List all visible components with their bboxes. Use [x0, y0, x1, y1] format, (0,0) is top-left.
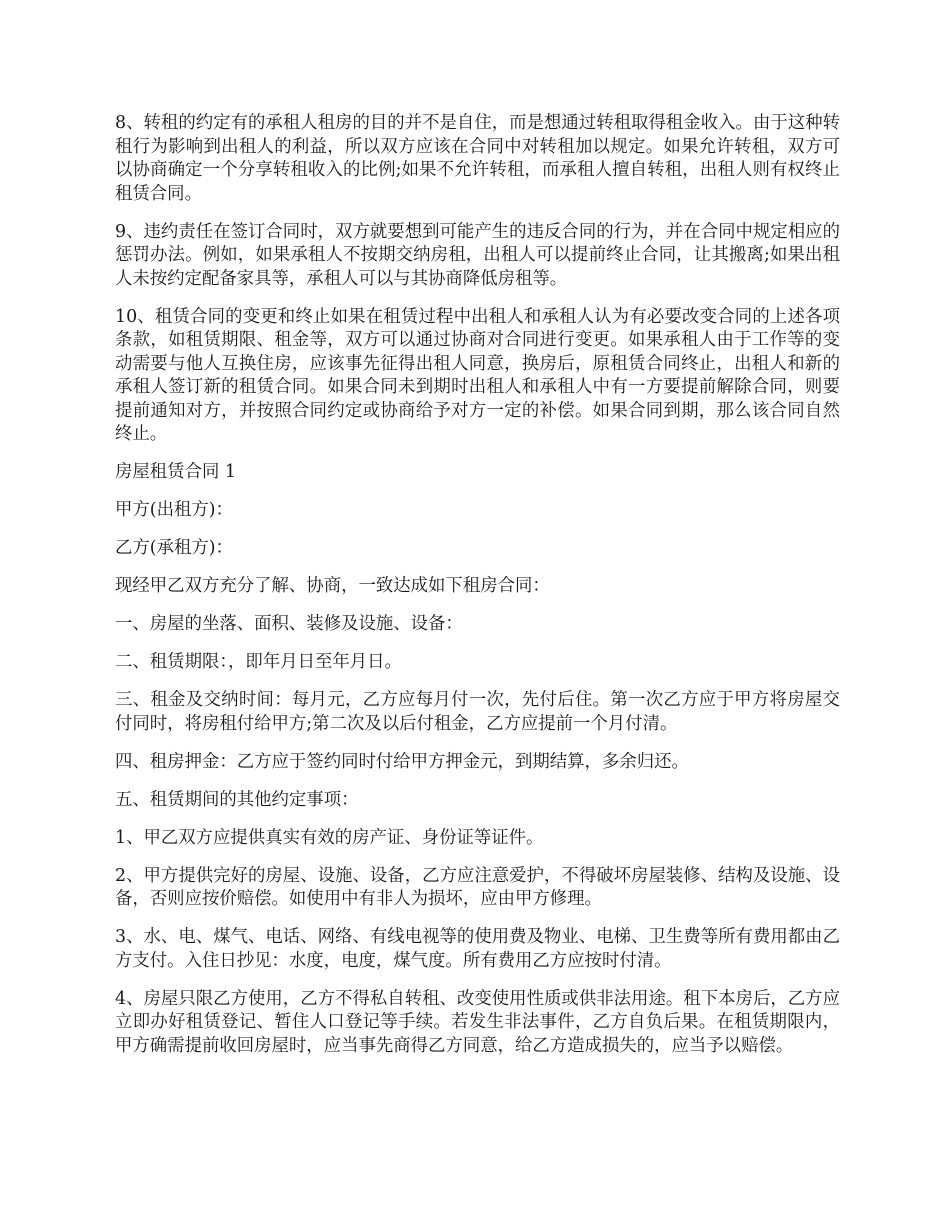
party-a-line: 甲方(出租方)： — [115, 500, 233, 520]
term-item-1: 1、甲乙双方应提供真实有效的房产证、身份证等证件。 — [115, 827, 544, 848]
term-item-4: 4、房屋只限乙方使用，乙方不得私自转租、改变使用性质或供非法用途。租下本房后，乙方应立即办好租赁登记、暂住人口登记等手续。若发生非法事件，乙方自负后果。在租赁期限内，甲方确需提前收回房屋时，应当事先商得乙方同意，给乙方造成损失的，应当予以赔偿。 — [115, 988, 840, 1056]
section-1-property: 一、房屋的坐落、面积、装修及设施、设备： — [115, 614, 463, 634]
agreement-intro: 现经甲乙双方充分了解、协商，一致达成如下租房合同： — [115, 576, 550, 596]
party-b-line: 乙方(承租方)： — [115, 538, 233, 558]
term-item-3: 3、水、电、煤气、电话、网络、有线电视等的使用费及物业、电梯、卫生费等所有费用都由乙方支付。入住日抄见：水度，电度，煤气度。所有费用乙方应按时付清。 — [115, 927, 840, 971]
section-3-rent: 三、租金及交纳时间：每月元，乙方应每月付一次，先付后住。第一次乙方应于甲方将房屋交付同时，将房租付给甲方;第二次及以后付租金，乙方应提前一个月付清。 — [115, 690, 840, 734]
clause-9-liability: 9、违约责任在签订合同时，双方就要想到可能产生的违反合同的行为，并在合同中规定相应的惩罚办法。例如，如果承租人不按期交纳房租，出租人可以提前终止合同，让其搬离;如果出租人未按约定配备家具等，承租人可以与其协商降低房租等。 — [115, 221, 840, 289]
document-page — [115, 112, 840, 1073]
clause-8-sublease: 8、转租的约定有的承租人租房的目的并不是自住，而是想通过转租取得租金收入。由于这种转租行为影响到出租人的利益，所以双方应该在合同中对转租加以规定。如果允许转租，双方可以协商确定一个分享转租收入的比例;如果不允许转租，而承租人擅自转租，出租人则有权终止租赁合同。 — [115, 113, 840, 204]
section-2-term: 二、租赁期限：，即年月日至年月日。 — [115, 652, 402, 672]
section-5-other-terms: 五、租赁期间的其他约定事项： — [115, 789, 359, 810]
term-item-2: 2、甲方提供完好的房屋、设施、设备，乙方应注意爱护，不得破坏房屋装修、结构及设施、设备，否则应按价赔偿。如使用中有非人为损坏，应由甲方修理。 — [115, 865, 840, 909]
contract-title: 房屋租赁合同 1 — [115, 462, 236, 482]
clause-10-change-termination: 10、租赁合同的变更和终止如果在租赁过程中出租人和承租人认为有必要改变合同的上述各项条款，如租赁期限、租金等，双方可以通过协商对合同进行变更。如果承租人由于工作等的变动需要与他人互换住房，应该事先征得出租人同意，换房后，原租赁合同终止，出租人和新的承租人签订新的租赁合同。如果合同未到期时出租人和承租人中有一方要提前解除合同，则要提前通知对方，并按照合同约定或协商给予对方一定的补偿。如果合同到期，那么该合同自然终止。 — [115, 306, 840, 444]
section-4-deposit: 四、租房押金：乙方应于签约同时付给甲方押金元，到期结算，多余归还。 — [115, 751, 689, 772]
